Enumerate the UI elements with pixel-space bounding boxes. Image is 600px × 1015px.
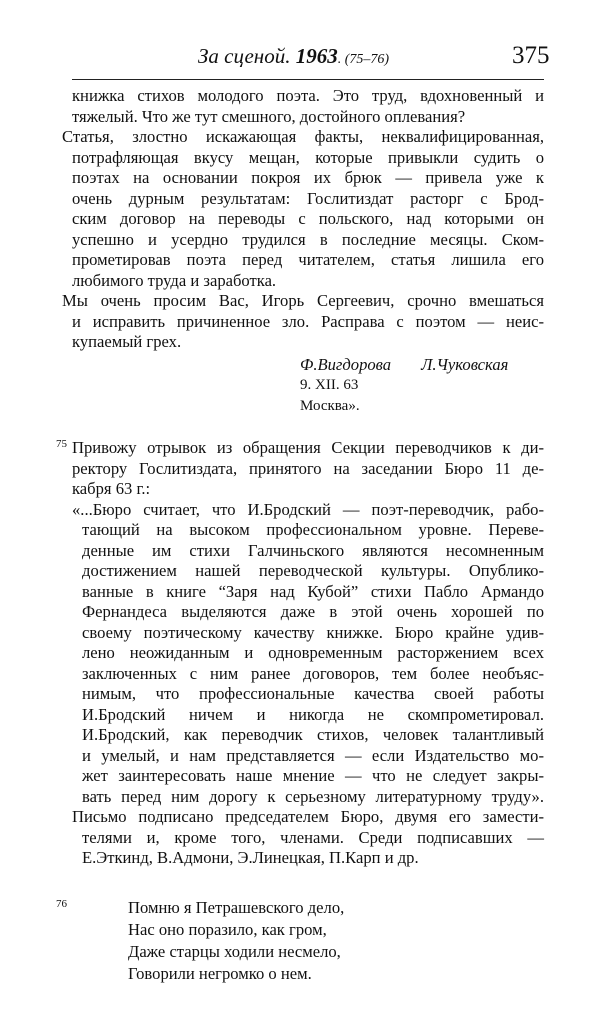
text-line: успешно и усердно трудился в последние месяцы. Ском-	[72, 229, 544, 249]
running-title-text: За сценой.	[198, 44, 291, 68]
signature-chukovskaya: Л.Чуковская	[421, 354, 509, 374]
text-line: ванные в книге “Заря над Кубой” стихи Пабло Армандо	[82, 581, 544, 601]
text-line: купаемый грех.	[72, 332, 182, 351]
signature-vigdorova: Ф.Вигдорова	[300, 354, 392, 374]
running-title	[198, 44, 389, 69]
text-line: нимым, что профессиональные качества своей работы	[82, 684, 544, 703]
text-line: ским договор на переводы с польского, над которыми он	[72, 209, 544, 228]
text-line: и умелый, и нам представляется — если Издательство мо-	[82, 745, 544, 765]
text-line: любимого труда и заработка.	[72, 270, 277, 290]
text-line: И.Бродский ничем и никогда не скомпрометировал.	[82, 704, 544, 724]
signatures	[300, 355, 544, 376]
text-line: тающий на высоком профессиональном уровне. Переве-	[82, 520, 544, 539]
text-line: поэтах на основании покроя их брюк — привела уже к	[72, 168, 544, 187]
text-line: вать перед ним дорогу к серьезному литературному труду».	[82, 786, 544, 806]
text-line: достижением нашей переводческой культуры. Опублико-	[82, 561, 544, 580]
text-line: Е.Эткинд, В.Адмони, Э.Линецкая, П.Карп и др.	[82, 848, 419, 867]
text-line: «...Бюро считает, что И.Бродский — поэт-переводчик, рабо-	[72, 499, 544, 519]
page-number: 375	[512, 42, 550, 69]
header-rule	[72, 79, 544, 80]
page-body	[56, 86, 544, 985]
text-line: потрафляющая вкусу мещан, которые привыкли судить о	[72, 147, 544, 167]
footnote-76	[56, 897, 544, 985]
text-line: И.Бродский, как переводчик стихов, человек талантливый	[82, 725, 544, 744]
poem-line: Даже старцы ходили несмело,	[128, 941, 341, 961]
text-line: Статья, злостно искажающая факты, неквалифицированная,	[62, 127, 544, 146]
text-line: своему поэтическому качеству книжке. Бюро крайне удив-	[82, 622, 544, 642]
poem-line: Говорили негромко о нем.	[128, 963, 312, 983]
text-line: заключенных с ним ранее договоров, тем более необъяс-	[82, 663, 544, 683]
text-line: Мы очень просим Вас, Игорь Сергеевич, срочно вмешаться	[62, 291, 544, 310]
text-line: очень дурным результатам: Гослитиздат расторг с Брод-	[72, 188, 544, 208]
text-line: денные им стихи Галчиньского являются несомненным	[82, 540, 544, 560]
footnote-number: 75	[56, 438, 67, 450]
poem-line: Нас оно поразило, как гром,	[128, 919, 327, 939]
letter-place: Москва».	[300, 397, 360, 414]
text-line: ректору Гослитиздата, принятого на заседании Бюро 11 де-	[72, 458, 544, 478]
letter-date: 9. XII. 63	[300, 377, 359, 393]
running-title-year: 1963	[295, 44, 338, 68]
text-line: Фернандеса выделяются даже в этой очень хорошей по	[82, 602, 544, 621]
text-line: телями и, кроме того, членами. Среди подписавших —	[82, 827, 544, 847]
text-line: прометировав поэта перед читателем, статья лишила его	[72, 250, 544, 269]
footnote-75	[56, 438, 544, 869]
text-line: книжка стихов молодого поэта. Это труд, вдохновенный и	[72, 86, 544, 105]
running-title-notes: . (75–76)	[337, 52, 390, 67]
text-line: Письмо подписано председателем Бюро, двумя его замести-	[72, 807, 544, 826]
signature-block	[300, 355, 544, 417]
text-line: Привожу отрывок из обращения Секции переводчиков к ди-	[72, 438, 544, 457]
running-header	[0, 44, 600, 74]
text-line: тяжелый. Что же тут смешного, достойного оплевания?	[72, 106, 466, 126]
text-line: кабря 63 г.:	[72, 479, 151, 498]
letter-ending	[62, 86, 544, 416]
text-line: и исправить причиненное зло. Расправа с поэтом — неис-	[72, 311, 544, 331]
text-line: лено неожиданным и одновременным расторжением всех	[82, 643, 544, 662]
text-line: жет заинтересовать наше мнение — что не следует закры-	[82, 766, 544, 785]
poem-line: Помню я Петрашевского дело,	[128, 897, 345, 917]
footnote-number: 76	[56, 897, 67, 910]
